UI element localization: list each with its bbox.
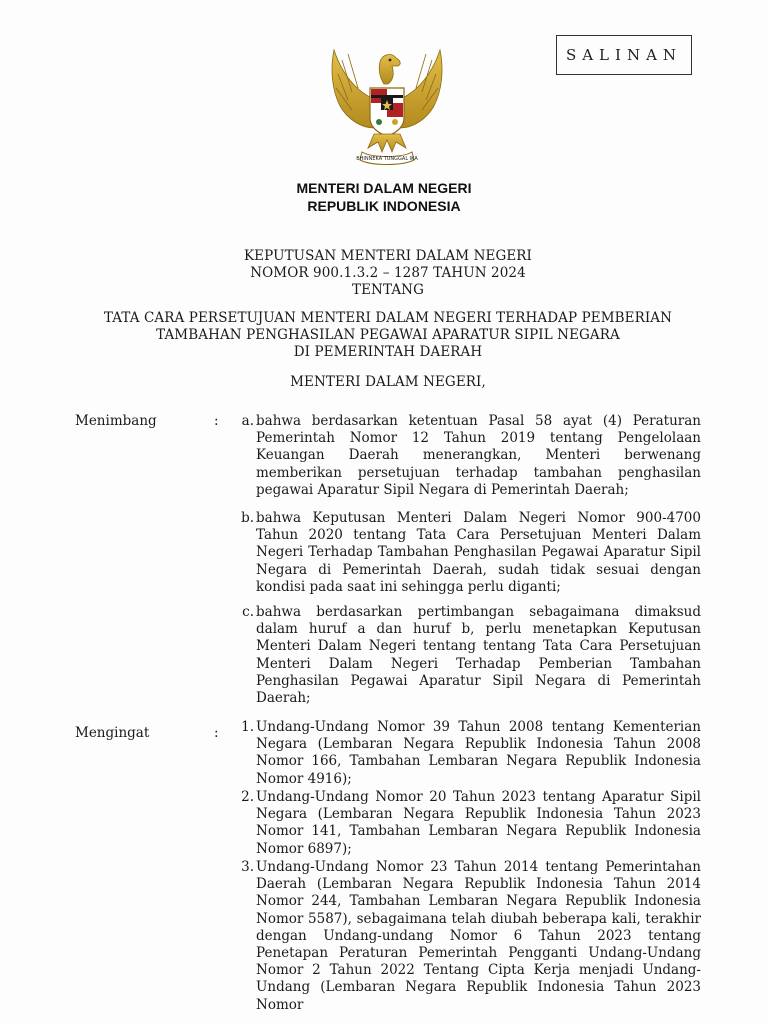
mengingat-marker-1: 1. bbox=[241, 719, 254, 735]
garuda-pancasila-emblem-icon bbox=[322, 40, 452, 168]
menimbang-marker-b: b. bbox=[241, 510, 254, 526]
subject-line1: TATA CARA PERSETUJUAN MENTERI DALAM NEGERI TERHADAP PEMBERIAN bbox=[103, 310, 673, 326]
menimbang-label: Menimbang bbox=[75, 413, 157, 429]
menimbang-item-a: bahwa berdasarkan ketentuan Pasal 58 ayat (4) Peraturan Pemerintah Nomor 12 Tahun 2019 tentang Pengelolaan Keuangan Daerah menerangkan, Menteri berwenang memberikan persetujuan terhadap tambahan penghasilan pegawai Aparatur Sipil Negara di Pemerintah Daerah; bbox=[256, 413, 701, 498]
issuer-line: MENTERI DALAM NEGERI, bbox=[290, 374, 486, 390]
menimbang-colon: : bbox=[214, 413, 219, 429]
menimbang-marker-c: c. bbox=[242, 604, 254, 620]
mengingat-label: Mengingat bbox=[75, 725, 150, 741]
minister-title-line2: REPUBLIK INDONESIA bbox=[307, 198, 461, 214]
mengingat-marker-2: 2. bbox=[241, 789, 254, 805]
decree-number: NOMOR 900.1.3.2 – 1287 TAHUN 2024 bbox=[250, 265, 526, 281]
menimbang-marker-a: a. bbox=[241, 413, 254, 429]
svg-text:BHINNEKA TUNGGAL IKA: BHINNEKA TUNGGAL IKA bbox=[356, 156, 418, 162]
mengingat-item-1: Undang-Undang Nomor 39 Tahun 2008 tentang Kementerian Negara (Lembaran Negara Republik Indonesia Tahun 2008 Nomor 166, Tambahan Lembaran Negara Republik Indonesia Nomor 4916); bbox=[256, 719, 701, 787]
salinan-stamp: SALINAN bbox=[556, 35, 692, 75]
mengingat-item-2: Undang-Undang Nomor 20 Tahun 2023 tentang Aparatur Sipil Negara (Lembaran Negara Republik Indonesia Tahun 2023 Nomor 141, Tambahan Lembaran Negara Republik Indonesia Nomor 6897); bbox=[256, 789, 701, 857]
mengingat-colon: : bbox=[214, 725, 219, 741]
menimbang-item-c: bahwa berdasarkan pertimbangan sebagaimana dimaksud dalam huruf a dan huruf b, perlu menetapkan Keputusan Menteri Dalam Negeri tentang tentang Tata Cara Persetujuan Menteri Dalam Negeri Terhadap Pemberian Tambahan Penghasilan Pegawai Aparatur Sipil Negara di Pemerintah Daerah; bbox=[256, 604, 701, 707]
menimbang-item-b: bahwa Keputusan Menteri Dalam Negeri Nomor 900-4700 Tahun 2020 tentang Tata Cara Persetujuan Menteri Dalam Negeri Terhadap Tambahan Penghasilan Pegawai Aparatur Sipil Negara di Pemerintah Daerah, sudah tidak sesuai dengan kondisi pada saat ini sehingga perlu diganti; bbox=[256, 510, 701, 595]
subject-line3: DI PEMERINTAH DAERAH bbox=[293, 344, 483, 360]
mengingat-item-3: Undang-Undang Nomor 23 Tahun 2014 tentang Pemerintahan Daerah (Lembaran Negara Republik Indonesia Tahun 2014 Nomor 244, Tambahan Lembaran Negara Republik Indonesia Nomor 5587), sebagaimana telah diubah beberapa kali, terakhir dengan Undang-undang Nomor 6 Tahun 2023 tentang Penetapan Peraturan Pemerintah Pengganti Undang-Undang Nomor 2 Tahun 2022 Tentang Cipta Kerja menjadi Undang-Undang (Lembaran Negara Republik Indonesia Tahun 2023 Nomor bbox=[256, 859, 701, 1013]
subject-line2: TAMBAHAN PENGHASILAN PEGAWAI APARATUR SIPIL NEGARA bbox=[156, 327, 620, 343]
minister-title-line1: MENTERI DALAM NEGERI bbox=[296, 180, 472, 196]
mengingat-marker-3: 3. bbox=[241, 859, 254, 875]
decree-tentang: TENTANG bbox=[352, 282, 424, 298]
decree-title: KEPUTUSAN MENTERI DALAM NEGERI bbox=[244, 248, 532, 264]
